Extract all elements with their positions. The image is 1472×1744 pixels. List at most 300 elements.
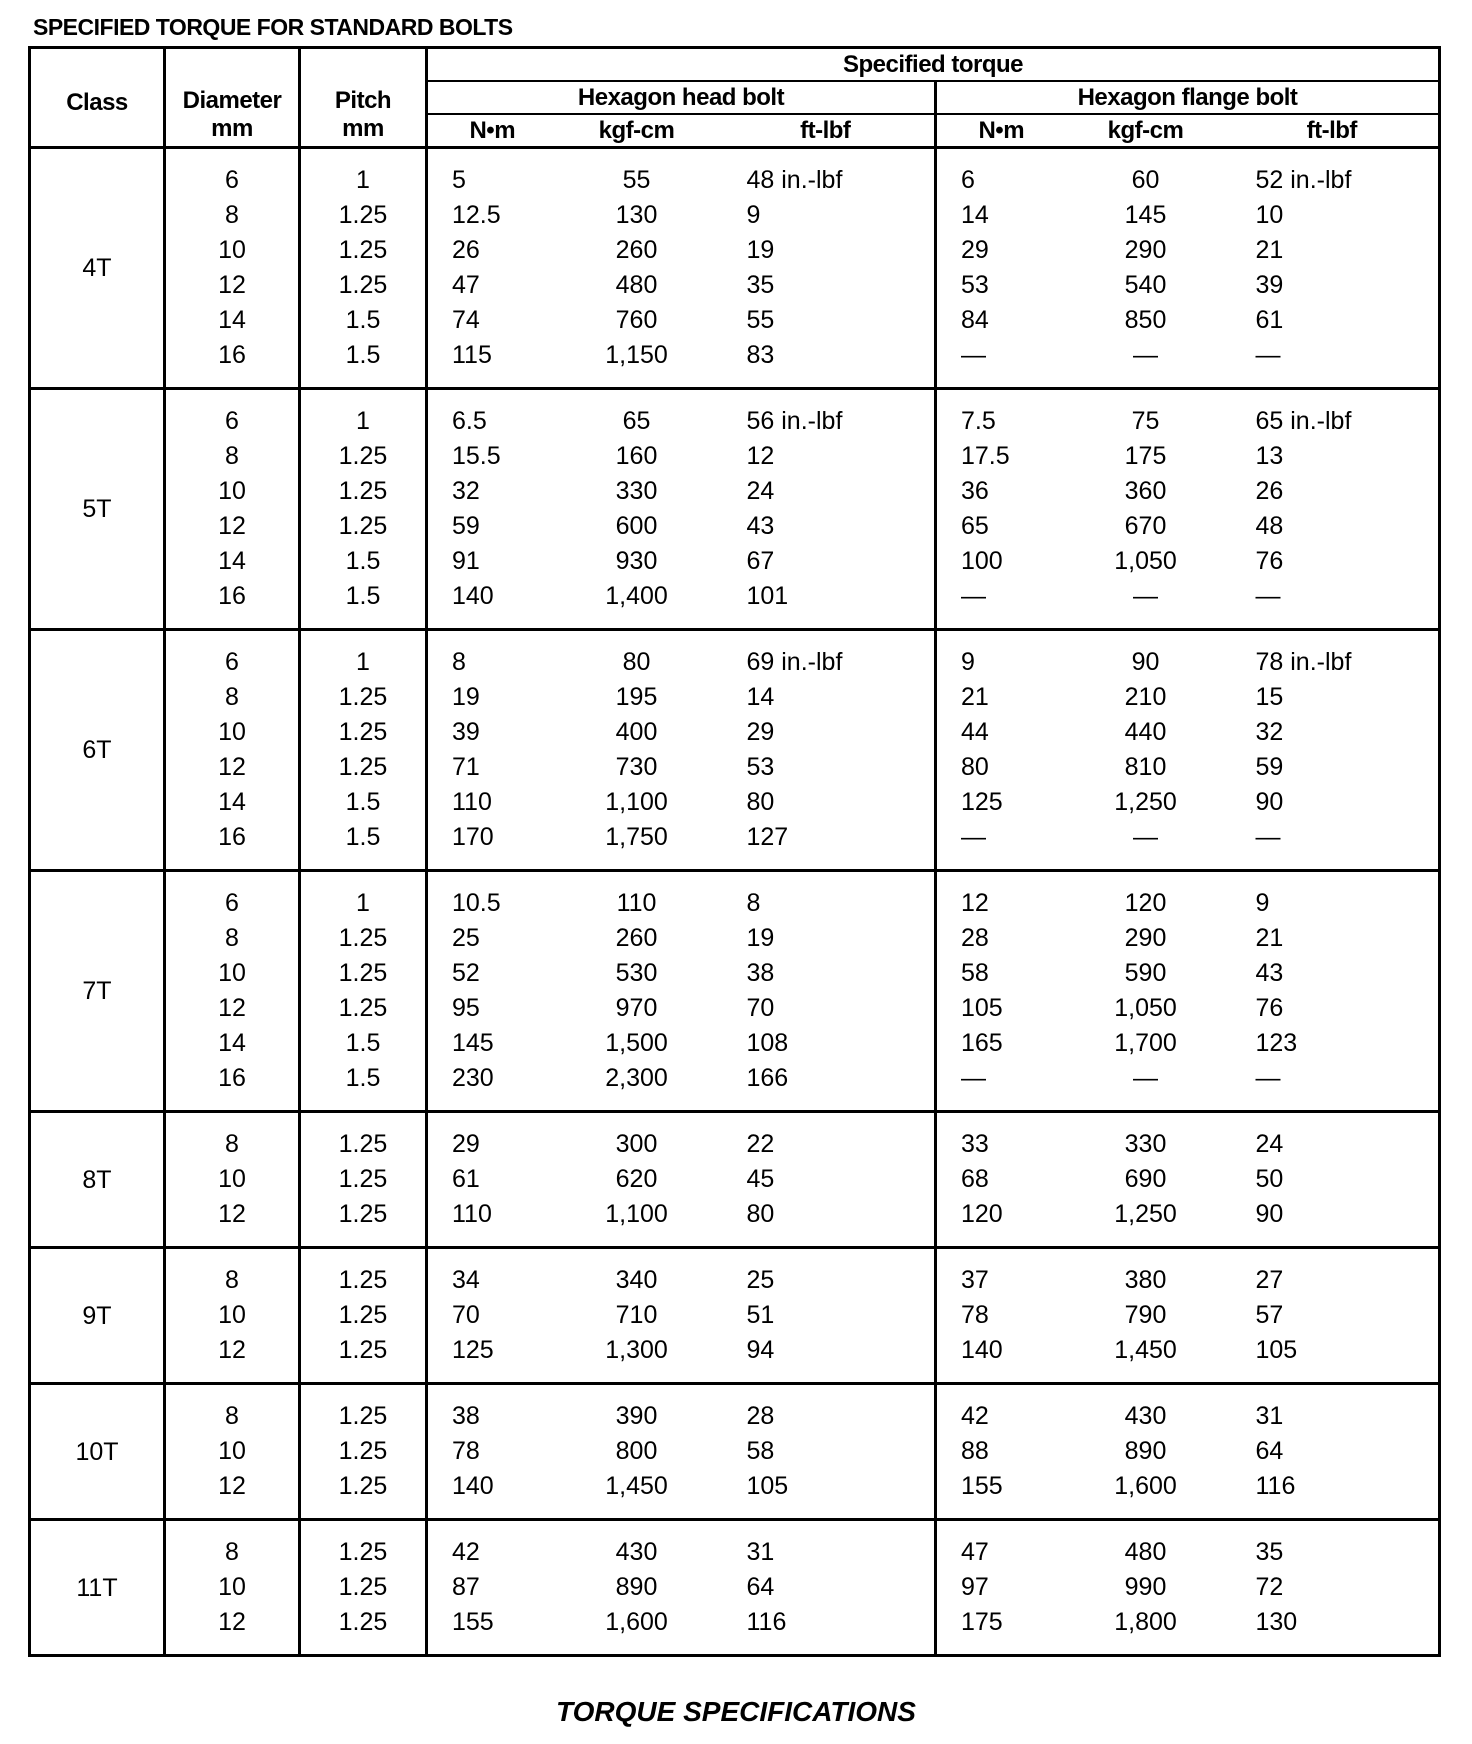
cell-diameter: 14 xyxy=(165,303,300,338)
spacer-cell xyxy=(936,1232,1066,1248)
spacer-cell xyxy=(717,373,936,389)
group-spacer xyxy=(30,1384,1440,1400)
cell-diameter: 6 xyxy=(165,645,300,680)
table-row xyxy=(30,1469,1440,1504)
table-row xyxy=(30,1605,1440,1640)
spacer-cell xyxy=(165,1112,300,1128)
cell-pitch: 1.25 xyxy=(300,1469,427,1504)
spacer-cell xyxy=(427,630,557,646)
spacer-cell xyxy=(165,1504,300,1520)
cell-flange-ftlbf: 13 xyxy=(1226,439,1440,474)
spacer-cell xyxy=(557,373,717,389)
cell-flange-nm: 88 xyxy=(936,1434,1066,1469)
spacer-cell xyxy=(427,1640,557,1656)
cell-flange-kgfcm: 540 xyxy=(1124,271,1167,299)
spacer-cell xyxy=(557,148,717,164)
table-row xyxy=(30,303,1440,338)
cell-head-ftlbf: 80 xyxy=(746,1200,775,1228)
spacer-cell xyxy=(717,148,936,164)
spacer-cell xyxy=(557,1520,717,1536)
table-row xyxy=(30,1399,1440,1434)
cell-flange-ftlbf: 105 xyxy=(1226,1333,1440,1368)
spacer-cell xyxy=(165,1640,300,1656)
spacer-cell xyxy=(165,1520,300,1536)
cell-flange-nm: 84 xyxy=(936,303,1066,338)
cell-head-ftlbf: 94 xyxy=(746,1336,775,1364)
cell-diameter: 14 xyxy=(165,544,300,579)
cell-head-nm: 140 xyxy=(427,1469,557,1504)
table-row xyxy=(30,579,1440,614)
cell-head-ftlbf: 35 xyxy=(746,271,775,299)
spacer-cell xyxy=(936,148,1066,164)
spacer-cell xyxy=(427,1248,557,1264)
header-hex-head xyxy=(427,81,936,114)
spacer-cell xyxy=(300,1384,427,1400)
cell-flange-nm: 155 xyxy=(936,1469,1066,1504)
spacer-cell xyxy=(427,148,557,164)
cell-flange-kgfcm: 1,050 xyxy=(1114,994,1177,1022)
table-row xyxy=(30,1162,1440,1197)
cell-head-kgfcm: 1,400 xyxy=(605,582,668,610)
spacer-cell xyxy=(300,148,427,164)
cell-head-nm: 91 xyxy=(427,544,557,579)
spacer-cell xyxy=(557,1368,717,1384)
header-hex-head-label: Hexagon head bolt xyxy=(577,84,785,111)
spacer-cell xyxy=(1066,1248,1226,1264)
cell-diameter: 16 xyxy=(165,820,300,855)
table-row xyxy=(30,338,1440,373)
cell-head-ftlbf: 116 xyxy=(746,1608,787,1636)
cell-flange-ftlbf: 15 xyxy=(1226,680,1440,715)
cell-head-ftlbf: 9 xyxy=(746,201,761,229)
cell-head-kgfcm: 2,300 xyxy=(605,1064,668,1092)
table-row xyxy=(30,1263,1440,1298)
header-pitch-unit: mm xyxy=(342,115,384,142)
cell-head-ftlbf: 64 xyxy=(746,1573,775,1601)
header-specified-torque-label: Specified torque xyxy=(843,51,1024,78)
table-row xyxy=(30,198,1440,233)
cell-flange-kgfcm: 1,600 xyxy=(1114,1472,1177,1500)
cell-head-kgfcm: 400 xyxy=(615,718,658,746)
cell-flange-kgfcm: 330 xyxy=(1124,1130,1167,1158)
cell-flange-ftlbf: 130 xyxy=(1226,1605,1440,1640)
cell-head-ftlbf: 8 xyxy=(746,889,761,917)
cell-flange-ftlbf: 76 xyxy=(1226,544,1440,579)
spacer-cell xyxy=(1226,630,1440,646)
cell-flange-nm: 78 xyxy=(936,1298,1066,1333)
cell-class: 9T xyxy=(30,1248,165,1384)
cell-flange-nm: — xyxy=(936,579,1066,614)
table-row xyxy=(30,991,1440,1026)
spacer-cell xyxy=(427,1112,557,1128)
spacer-cell xyxy=(1066,373,1226,389)
spacer-cell xyxy=(1226,1504,1440,1520)
spacer-cell xyxy=(1066,614,1226,630)
cell-flange-ftlbf: 116 xyxy=(1226,1469,1440,1504)
cell-flange-ftlbf: 90 xyxy=(1226,785,1440,820)
cell-flange-nm: — xyxy=(936,338,1066,373)
table-row xyxy=(30,474,1440,509)
group-end-spacer xyxy=(30,373,1440,389)
cell-flange-kgfcm: 590 xyxy=(1124,959,1167,987)
table-row xyxy=(30,1127,1440,1162)
cell-flange-nm: 28 xyxy=(936,921,1066,956)
table-row xyxy=(30,645,1440,680)
cell-flange-ftlbf: 90 xyxy=(1226,1197,1440,1232)
cell-pitch: 1 xyxy=(300,886,427,921)
cell-flange-nm: 175 xyxy=(936,1605,1066,1640)
cell-flange-nm: 65 xyxy=(936,509,1066,544)
cell-flange-kgfcm: 790 xyxy=(1124,1301,1167,1329)
table-row xyxy=(30,1535,1440,1570)
cell-diameter: 16 xyxy=(165,579,300,614)
spacer-cell xyxy=(717,1384,936,1400)
group-end-spacer xyxy=(30,855,1440,871)
cell-flange-ftlbf: 24 xyxy=(1226,1127,1440,1162)
cell-head-ftlbf: 19 xyxy=(746,924,775,952)
cell-flange-ftlbf: 35 xyxy=(1226,1535,1440,1570)
cell-pitch: 1.5 xyxy=(300,338,427,373)
spacer-cell xyxy=(1226,1368,1440,1384)
cell-flange-nm: — xyxy=(936,820,1066,855)
cell-flange-kgfcm: 850 xyxy=(1124,306,1167,334)
cell-flange-kgfcm: 440 xyxy=(1124,718,1167,746)
spacer-cell xyxy=(300,1248,427,1264)
spacer-cell xyxy=(300,1112,427,1128)
spacer-cell xyxy=(427,614,557,630)
cell-flange-ftlbf: 21 xyxy=(1226,233,1440,268)
spacer-cell xyxy=(557,855,717,871)
table-row xyxy=(30,956,1440,991)
cell-head-ftlbf: 45 xyxy=(746,1165,775,1193)
spacer-cell xyxy=(936,1248,1066,1264)
cell-head-kgfcm: 620 xyxy=(615,1165,658,1193)
cell-pitch: 1.5 xyxy=(300,1061,427,1096)
cell-head-nm: 95 xyxy=(427,991,557,1026)
table-row xyxy=(30,785,1440,820)
cell-head-nm: 74 xyxy=(427,303,557,338)
table-row xyxy=(30,233,1440,268)
cell-pitch: 1.25 xyxy=(300,439,427,474)
cell-head-kgfcm: 480 xyxy=(615,271,658,299)
cell-class: 4T xyxy=(30,148,165,389)
cell-head-kgfcm: 260 xyxy=(615,236,658,264)
cell-head-ftlbf: 83 xyxy=(746,341,775,369)
spacer-cell xyxy=(427,1504,557,1520)
group-end-spacer xyxy=(30,1368,1440,1384)
cell-pitch: 1.5 xyxy=(300,785,427,820)
spacer-cell xyxy=(936,1520,1066,1536)
cell-flange-nm: 44 xyxy=(936,715,1066,750)
spacer-cell xyxy=(165,389,300,405)
spacer-cell xyxy=(1226,148,1440,164)
cell-flange-nm: 125 xyxy=(936,785,1066,820)
cell-flange-nm: 97 xyxy=(936,1570,1066,1605)
spacer-cell xyxy=(165,630,300,646)
cell-head-kgfcm: 1,300 xyxy=(605,1336,668,1364)
cell-head-nm: 47 xyxy=(427,268,557,303)
cell-flange-ftlbf: 21 xyxy=(1226,921,1440,956)
spacer-cell xyxy=(936,630,1066,646)
cell-pitch: 1.25 xyxy=(300,1298,427,1333)
cell-flange-nm: 47 xyxy=(936,1535,1066,1570)
cell-pitch: 1.25 xyxy=(300,233,427,268)
spacer-cell xyxy=(557,1384,717,1400)
cell-flange-nm: 68 xyxy=(936,1162,1066,1197)
cell-head-kgfcm: 930 xyxy=(615,547,658,575)
spacer-cell xyxy=(1226,389,1440,405)
cell-flange-ftlbf: 57 xyxy=(1226,1298,1440,1333)
cell-pitch: 1.25 xyxy=(300,1605,427,1640)
cell-head-kgfcm: 800 xyxy=(615,1437,658,1465)
cell-diameter: 12 xyxy=(165,268,300,303)
cell-flange-kgfcm: 690 xyxy=(1124,1165,1167,1193)
cell-head-kgfcm: 730 xyxy=(615,753,658,781)
cell-head-nm: 230 xyxy=(427,1061,557,1096)
cell-pitch: 1.25 xyxy=(300,1197,427,1232)
cell-head-ftlbf: 53 xyxy=(746,753,775,781)
cell-head-nm: 61 xyxy=(427,1162,557,1197)
cell-head-kgfcm: 890 xyxy=(615,1573,658,1601)
spacer-cell xyxy=(717,1248,936,1264)
cell-head-ftlbf: 12 xyxy=(746,442,775,470)
cell-head-nm: 25 xyxy=(427,921,557,956)
cell-head-ftlbf: 166 xyxy=(746,1064,789,1092)
spacer-cell xyxy=(557,1112,717,1128)
cell-diameter: 10 xyxy=(165,474,300,509)
header-diameter-unit: mm xyxy=(211,115,253,142)
table-row xyxy=(30,268,1440,303)
cell-flange-nm: 80 xyxy=(936,750,1066,785)
cell-pitch: 1.25 xyxy=(300,1162,427,1197)
header-hex-flange-label: Hexagon flange bolt xyxy=(1077,84,1298,111)
cell-diameter: 10 xyxy=(165,956,300,991)
spacer-cell xyxy=(165,855,300,871)
header-pitch-label: Pitch xyxy=(334,87,392,114)
cell-flange-nm: 6 xyxy=(936,163,1066,198)
cell-pitch: 1.25 xyxy=(300,198,427,233)
cell-head-kgfcm: 1,500 xyxy=(605,1029,668,1057)
table-row xyxy=(30,1333,1440,1368)
header-flange-ftlbf: ft-lbf xyxy=(1226,114,1440,148)
spacer-cell xyxy=(1226,1112,1440,1128)
cell-head-ftlbf: 55 xyxy=(746,306,775,334)
cell-head-nm: 155 xyxy=(427,1605,557,1640)
cell-flange-ftlbf: 65 in.-lbf xyxy=(1226,404,1440,439)
table-body xyxy=(30,148,1440,1656)
cell-head-nm: 70 xyxy=(427,1298,557,1333)
spacer-cell xyxy=(717,1112,936,1128)
cell-flange-kgfcm: 990 xyxy=(1124,1573,1167,1601)
cell-head-nm: 19 xyxy=(427,680,557,715)
cell-head-nm: 170 xyxy=(427,820,557,855)
cell-head-ftlbf: 101 xyxy=(746,582,789,610)
cell-head-nm: 29 xyxy=(427,1127,557,1162)
cell-flange-nm: 12 xyxy=(936,886,1066,921)
spacer-cell xyxy=(300,1368,427,1384)
table-row xyxy=(30,921,1440,956)
cell-head-ftlbf: 14 xyxy=(746,683,775,711)
spacer-cell xyxy=(1066,1096,1226,1112)
cell-pitch: 1 xyxy=(300,404,427,439)
cell-pitch: 1.25 xyxy=(300,474,427,509)
cell-head-kgfcm: 55 xyxy=(622,166,651,194)
cell-pitch: 1 xyxy=(300,163,427,198)
cell-flange-nm: 140 xyxy=(936,1333,1066,1368)
group-end-spacer xyxy=(30,1640,1440,1656)
cell-diameter: 8 xyxy=(165,1535,300,1570)
group-spacer xyxy=(30,630,1440,646)
cell-diameter: 10 xyxy=(165,715,300,750)
cell-head-nm: 140 xyxy=(427,579,557,614)
cell-flange-ftlbf: 32 xyxy=(1226,715,1440,750)
cell-flange-kgfcm: 75 xyxy=(1131,407,1160,435)
spacer-cell xyxy=(936,1368,1066,1384)
spacer-cell xyxy=(717,1504,936,1520)
table-row xyxy=(30,680,1440,715)
cell-head-kgfcm: 530 xyxy=(615,959,658,987)
cell-flange-kgfcm: 1,250 xyxy=(1114,1200,1177,1228)
cell-class: 8T xyxy=(30,1112,165,1248)
cell-class: 7T xyxy=(30,871,165,1112)
spacer-cell xyxy=(1226,1384,1440,1400)
cell-flange-ftlbf: 59 xyxy=(1226,750,1440,785)
spacer-cell xyxy=(1226,871,1440,887)
cell-pitch: 1.5 xyxy=(300,544,427,579)
cell-head-kgfcm: 1,450 xyxy=(605,1472,668,1500)
cell-pitch: 1.25 xyxy=(300,1127,427,1162)
cell-head-nm: 32 xyxy=(427,474,557,509)
cell-head-kgfcm: 110 xyxy=(616,889,657,917)
spacer-cell xyxy=(936,855,1066,871)
cell-flange-kgfcm: — xyxy=(1133,1064,1158,1092)
cell-flange-nm: 36 xyxy=(936,474,1066,509)
cell-diameter: 12 xyxy=(165,509,300,544)
spacer-cell xyxy=(936,1640,1066,1656)
cell-head-kgfcm: 260 xyxy=(615,924,658,952)
cell-flange-kgfcm: 480 xyxy=(1124,1538,1167,1566)
spacer-cell xyxy=(1226,1520,1440,1536)
cell-class: 10T xyxy=(30,1384,165,1520)
cell-head-nm: 115 xyxy=(427,338,557,373)
cell-flange-nm: 105 xyxy=(936,991,1066,1026)
cell-head-nm: 12.5 xyxy=(427,198,557,233)
cell-flange-nm: 100 xyxy=(936,544,1066,579)
spacer-cell xyxy=(1226,614,1440,630)
cell-head-nm: 145 xyxy=(427,1026,557,1061)
spacer-cell xyxy=(936,1112,1066,1128)
spacer-cell xyxy=(300,1640,427,1656)
spacer-cell xyxy=(1066,1368,1226,1384)
spacer-cell xyxy=(300,1096,427,1112)
spacer-cell xyxy=(300,1520,427,1536)
spacer-cell xyxy=(717,630,936,646)
cell-head-ftlbf: 108 xyxy=(746,1029,789,1057)
spacer-cell xyxy=(557,1640,717,1656)
cell-head-nm: 52 xyxy=(427,956,557,991)
header-head-nm: N•m xyxy=(427,114,557,148)
cell-diameter: 10 xyxy=(165,233,300,268)
cell-head-ftlbf: 25 xyxy=(746,1266,775,1294)
cell-pitch: 1.25 xyxy=(300,956,427,991)
cell-flange-kgfcm: 1,250 xyxy=(1114,788,1177,816)
cell-flange-kgfcm: 670 xyxy=(1124,512,1167,540)
spacer-cell xyxy=(1066,1384,1226,1400)
spacer-cell xyxy=(165,614,300,630)
cell-class: 5T xyxy=(30,389,165,630)
header-hex-flange xyxy=(936,81,1440,114)
spacer-cell xyxy=(557,1248,717,1264)
spacer-cell xyxy=(717,1232,936,1248)
cell-head-kgfcm: 600 xyxy=(615,512,658,540)
cell-flange-kgfcm: 175 xyxy=(1124,442,1167,470)
cell-flange-ftlbf: 39 xyxy=(1226,268,1440,303)
spacer-cell xyxy=(1226,1640,1440,1656)
cell-flange-ftlbf: — xyxy=(1226,820,1440,855)
spacer-cell xyxy=(1066,1640,1226,1656)
cell-flange-kgfcm: 60 xyxy=(1131,166,1160,194)
cell-head-kgfcm: 340 xyxy=(615,1266,658,1294)
header-specified-torque xyxy=(427,48,1440,82)
header-class-label: Class xyxy=(66,89,128,116)
spacer-cell xyxy=(300,614,427,630)
spacer-cell xyxy=(557,1504,717,1520)
cell-head-nm: 71 xyxy=(427,750,557,785)
spacer-cell xyxy=(165,1232,300,1248)
spacer-cell xyxy=(717,855,936,871)
cell-diameter: 16 xyxy=(165,1061,300,1096)
cell-flange-nm: 7.5 xyxy=(936,404,1066,439)
cell-head-ftlbf: 19 xyxy=(746,236,775,264)
cell-head-ftlbf: 127 xyxy=(746,823,789,851)
cell-pitch: 1.25 xyxy=(300,268,427,303)
spacer-cell xyxy=(165,373,300,389)
spacer-cell xyxy=(427,1368,557,1384)
header-class xyxy=(30,48,165,148)
group-end-spacer xyxy=(30,1232,1440,1248)
spacer-cell xyxy=(936,1384,1066,1400)
spacer-cell xyxy=(1226,1248,1440,1264)
cell-flange-nm: 120 xyxy=(936,1197,1066,1232)
cell-flange-ftlbf: — xyxy=(1226,579,1440,614)
cell-flange-nm: 53 xyxy=(936,268,1066,303)
table-row xyxy=(30,544,1440,579)
table-row xyxy=(30,715,1440,750)
cell-head-kgfcm: 80 xyxy=(622,648,651,676)
cell-head-nm: 6.5 xyxy=(427,404,557,439)
spacer-cell xyxy=(165,1096,300,1112)
cell-flange-ftlbf: 31 xyxy=(1226,1399,1440,1434)
cell-diameter: 16 xyxy=(165,338,300,373)
cell-pitch: 1.25 xyxy=(300,1570,427,1605)
cell-diameter: 12 xyxy=(165,1469,300,1504)
spacer-cell xyxy=(557,1096,717,1112)
spacer-cell xyxy=(717,1096,936,1112)
header-diameter-label: Diameter xyxy=(182,87,282,114)
spacer-cell xyxy=(165,1368,300,1384)
spacer-cell xyxy=(165,148,300,164)
cell-head-kgfcm: 130 xyxy=(615,201,658,229)
group-end-spacer xyxy=(30,614,1440,630)
cell-pitch: 1.25 xyxy=(300,750,427,785)
cell-class: 11T xyxy=(30,1520,165,1656)
header-pitch xyxy=(300,48,427,148)
table-row xyxy=(30,509,1440,544)
cell-flange-ftlbf: 64 xyxy=(1226,1434,1440,1469)
header-head-kgfcm: kgf-cm xyxy=(557,114,717,148)
spacer-cell xyxy=(717,1640,936,1656)
cell-head-kgfcm: 1,150 xyxy=(605,341,668,369)
